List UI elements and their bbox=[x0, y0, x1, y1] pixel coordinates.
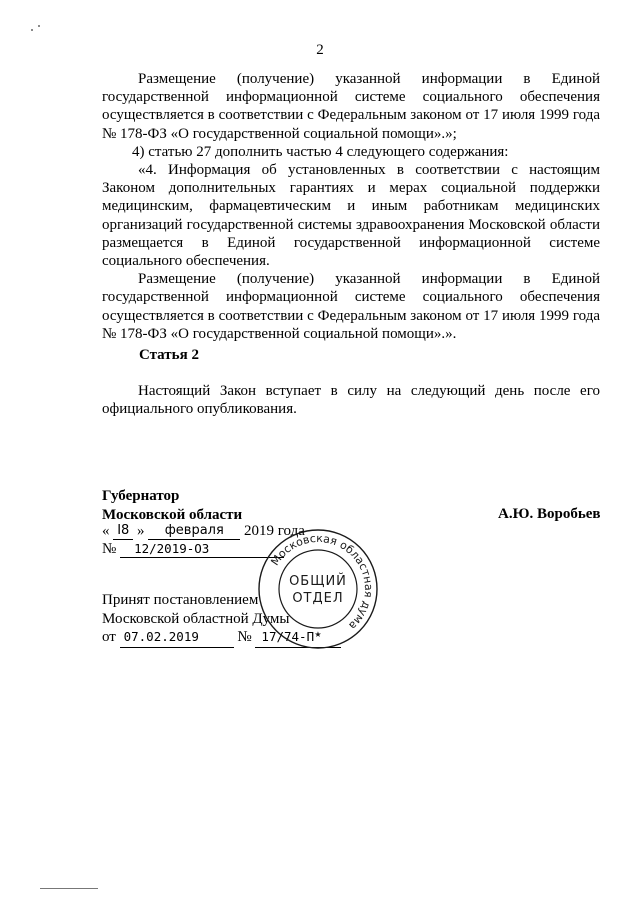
page-number: 2 bbox=[316, 42, 324, 58]
speck bbox=[38, 25, 40, 27]
paragraph-4: Размещение (получение) указанной информации в Единой государственной информационной системе социального обеспечения осуществляется в соответствии с Федеральным законом от 17 июля 1999 года № 178-ФЗ «О государственной социальной помощи».». bbox=[102, 271, 600, 342]
footer-rule bbox=[40, 888, 98, 889]
signature-title-line1: Губернатор bbox=[102, 488, 180, 504]
article-heading: Статья 2 bbox=[139, 347, 199, 363]
adoption-from-label: от bbox=[102, 629, 116, 645]
paragraph-1: Размещение (получение) указанной информации в Единой государственной информационной системе социального обеспечения осуществляется в соответствии с Федеральным законом от 17 июля 1999 года № 178-ФЗ «О государственной социальной помощи».»; bbox=[102, 71, 600, 142]
stamp-center-line2: ОТДЕЛ bbox=[292, 591, 344, 606]
signature-title-line2: Московской области bbox=[102, 506, 243, 523]
adoption-number: 17/74-П bbox=[255, 628, 341, 648]
stamp-center-line1: ОБЩИЙ bbox=[289, 574, 347, 589]
stamp-ring-text: Московская областная дума bbox=[268, 531, 376, 633]
speck bbox=[31, 29, 33, 31]
stamp-inner-ring bbox=[279, 550, 357, 628]
date-year: 2019 года bbox=[244, 523, 305, 539]
date-day: I8 bbox=[113, 523, 133, 540]
paragraph-3: «4. Информация об установленных в соответствии с настоящим Законом дополнительных гарантиях и мерах социальной поддержки медицинским, фармацевтическим и иным работникам медицинских организаций государственной системы здравоохранения Московской области размещается в Единой государственной информационной системе социального обеспечения. bbox=[102, 162, 600, 270]
paragraph-2: 4) статью 27 дополнить частью 4 следующего содержания: bbox=[132, 143, 509, 160]
main-text bbox=[102, 70, 600, 343]
adoption-line1: Принят постановлением bbox=[102, 592, 259, 608]
signature-title bbox=[102, 487, 242, 524]
adoption-line2: Московской областной Думы bbox=[102, 610, 290, 627]
date-close-quote: » bbox=[137, 523, 145, 539]
date-month: февраля bbox=[148, 523, 240, 540]
adoption-date: 07.02.2019 bbox=[120, 628, 234, 648]
adoption-number-sign: № bbox=[237, 629, 252, 645]
date-open-quote: « bbox=[102, 523, 110, 539]
article-text: Настоящий Закон вступает в силу на следующий день после его официального опубликования. bbox=[102, 383, 600, 418]
stamp-star-icon: ★ bbox=[314, 630, 322, 639]
official-stamp bbox=[256, 527, 380, 651]
signature-name: А.Ю. Воробьев bbox=[498, 506, 601, 522]
number-sign: № bbox=[102, 541, 117, 557]
law-number-value: 12/2019-ОЗ bbox=[120, 541, 284, 558]
